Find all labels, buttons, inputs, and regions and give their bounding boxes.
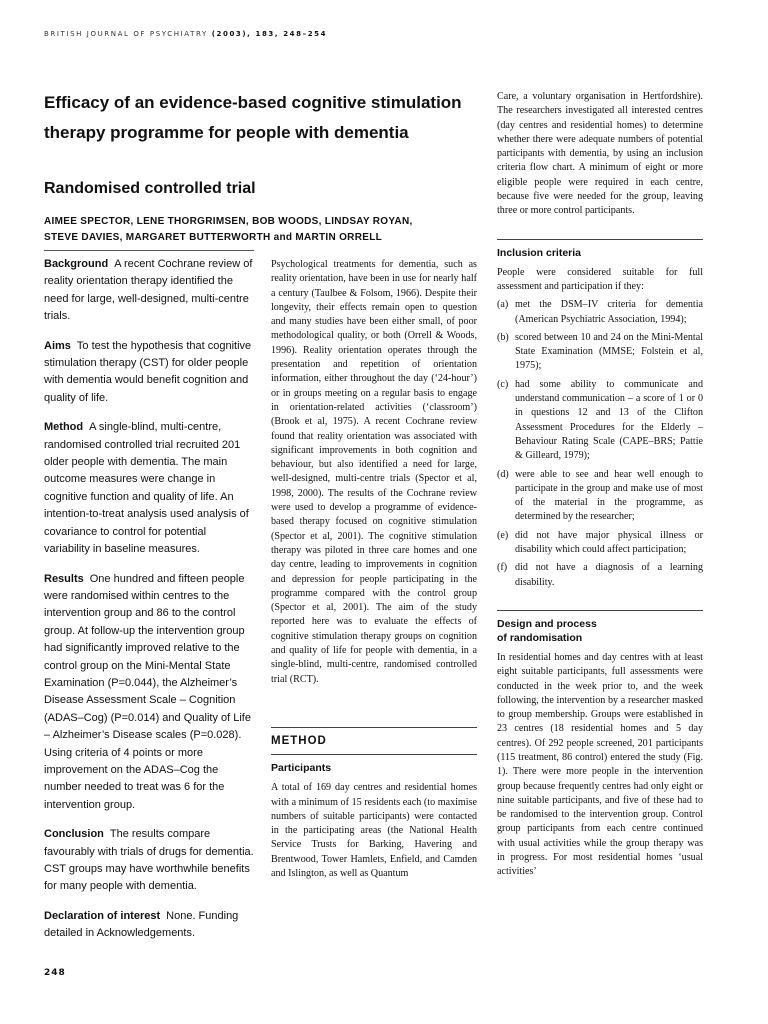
abstract-heading: Results (44, 572, 84, 585)
abstract-text: A recent Cochrane review of reality orientation therapy identified the need for large, well-designed, multi-centre trials. (44, 258, 253, 323)
abstract-results (44, 571, 254, 815)
list-item (497, 298, 703, 327)
criterion-label: (a) (497, 299, 509, 311)
abstract-text: None. Funding detailed in Acknowledgements. (44, 909, 239, 940)
abstract-heading: Method (44, 421, 84, 434)
abstract-text: A single-blind, multi-centre, randomised controlled trial recruited 201 older people with dementia. The main outcome measures were change in cognitive function and quality of life. An intention-to-treat analysis used analysis of covariance to control for potential variability in baseline measures. (44, 421, 249, 556)
body-column-3 (497, 90, 703, 880)
abstract-text: One hundred and fifteen people were randomised within centres to the intervention group and 86 to the control group. At follow-up the intervention group had significantly improved relative to the control group on the Mini-Mental State Examination (P=0.044), the Alzheimer’s Disease Assessment Scale – Cognition (ADAS–Cog) (P=0.014) and Quality of Life – Alzheimer’s Disease scales (P=0.028). Using criteria of 4 points or more improvement on the ADAS–Cog the number needed to treat was 6 for the intervention group. (44, 572, 251, 811)
abstract-rule (44, 250, 254, 251)
design-paragraph: In residential homes and day centres with at least eight suitable participants, full assessments were conducted in the week prior to, and the week following, the intervention by a researcher masked to group membership. Groups were established in 23 centres (18 residential homes and 5 day centres). Of 292 people screened, 201 participants (115 treatment, 86 control) entered the study (Fig. 1). There were more people in the intervention group because frequently centres had only eight or nine suitable participants, and five of these had to be randomised to the intervention group. Control group participants from each centre continued with usual activities while the group therapy was in progress. For most residential homes ‘usual activities’ (497, 651, 703, 878)
intro-paragraph: Psychological treatments for dementia, such as reality orientation, have been in use for nearly half a century (Taulbee & Folsom, 1966). Despite their longevity, their effects remain open to question and many studies have been either small, of poor methodological quality, or both (Orrell & Woods, 1996). Reality orientation operates through the presentation and repetition of orientation information, either throughout the day (‘24-hour’) or in groups meeting on a regular basis to engage in orientation-related activities (‘classroom’) (Brook et al, 1975). A recent Cochrane review found that reality orientation was associated with significant improvements in both cognition and behaviour, but also identified a need for large, well-designed, multi-centre trials (Spector et al, 1998, 2000). The results of the Cochrane review were used to develop a programme of evidence-based therapy focused on cognitive stimulation (Spector et al, 2001). The cognitive stimulation therapy was piloted in three care homes and one day centre, leading to improvements in cognition and depression for people participating in the programme compared with the control group (Spector et al, 2001). The aim of the study reported here was to evaluate the effects of cognitive stimulation therapy groups on cognition and quality of life for people with dementia, in a single-blind, multi-centre, randomised controlled trial (RCT). (271, 259, 477, 685)
criterion-text: scored between 10 and 24 on the Mini-Mental State Examination (MMSE; Folstein et al, 1975); (515, 331, 703, 372)
method-heading: METHOD (271, 727, 477, 748)
abstract-heading: Aims (44, 339, 71, 352)
author-list (44, 214, 464, 246)
abstract-heading: Declaration of interest (44, 909, 161, 922)
continuation-paragraph: Care, a voluntary organisation in Hertfordshire). The researchers investigated all interested centres (day centres and residential homes) to determine whether there were adequate numbers of potential participants with dementia, by using an inclusion criteria flow chart. A minimum of eight or more eligible people were required in each centre, because five were needed for the group, leaving three or more control participants. (497, 91, 703, 217)
criterion-text: were able to see and hear well enough to participate in the group and make use of most of the material in the programme, as determined by the researcher; (515, 468, 703, 523)
abstract-text: The results compare favourably with trials of drugs for dementia. CST groups may have worthwhile benefits for many people with dementia. (44, 828, 254, 893)
page-number: 248 (44, 968, 66, 978)
inclusion-intro: People were considered suitable for full assessment and participation if they: (497, 266, 703, 292)
abstract-heading: Background (44, 258, 109, 270)
abstract (44, 256, 254, 955)
list-item (497, 331, 703, 374)
design-heading-line-2: of randomisation (497, 631, 583, 644)
design-heading (497, 610, 703, 645)
abstract-aims (44, 338, 254, 408)
journal-name: BRITISH JOURNAL OF PSYCHIATRY (44, 30, 208, 38)
body-column-2 (271, 258, 477, 881)
abstract-heading: Conclusion (44, 828, 104, 841)
criterion-text: met the DSM–IV criteria for dementia (American Psychiatric Association, 1994); (515, 299, 703, 325)
criterion-label: (f) (497, 562, 508, 574)
criterion-label: (c) (497, 378, 509, 390)
abstract-method (44, 419, 254, 558)
participants-paragraph: A total of 169 day centres and residential homes with a minimum of 15 residents each (to maximise numbers of suitable participants) were contacted in the participating areas (the National Health Service Trusts for Barking, Havering and Brentwood, Tower Hamlets, Enfield, and Camden and Islington, as well as Quantum (271, 782, 477, 879)
inclusion-criteria-list (497, 298, 703, 590)
abstract-text: To test the hypothesis that cognitive stimulation therapy (CST) for older people with dementia would benefit cognition and quality of life. (44, 339, 252, 404)
list-item (497, 529, 703, 558)
list-item (497, 468, 703, 525)
criterion-label: (b) (497, 331, 509, 343)
citation: (2003), 183, 248–254 (211, 30, 328, 38)
article-title: Efficacy of an evidence-based cognitive stimulation therapy programme for people with dementia (44, 93, 462, 142)
abstract-conclusion (44, 826, 254, 896)
article-subtitle: Randomised controlled trial (44, 180, 256, 197)
abstract-declaration (44, 908, 254, 943)
criterion-text: did not have major physical illness or disability which could affect participation; (515, 529, 703, 556)
criterion-text: did not have a diagnosis of a learning disability. (515, 562, 703, 588)
list-item (497, 378, 703, 464)
criterion-text: had some ability to communicate and understand communication – a score of 1 or 0 in questions 12 and 13 of the Clifton Assessment Procedures for the Elderly – Behaviour Rating Scale (CAPE–BRS; Pattie & Gilleard, 1979); (515, 378, 703, 462)
participants-heading: Participants (271, 754, 477, 775)
criterion-label: (d) (497, 468, 509, 480)
authors-line-1: AIMEE SPECTOR, LENE THORGRIMSEN, BOB WOODS, LINDSAY ROYAN, (44, 216, 413, 227)
inclusion-criteria-heading: Inclusion criteria (497, 239, 703, 260)
authors-line-2: STEVE DAVIES, MARGARET BUTTERWORTH and MARTIN ORRELL (44, 232, 383, 243)
running-head (44, 30, 327, 38)
design-heading-line-1: Design and process (497, 617, 597, 630)
abstract-background (44, 256, 254, 326)
list-item (497, 561, 703, 590)
criterion-label: (e) (497, 529, 509, 541)
